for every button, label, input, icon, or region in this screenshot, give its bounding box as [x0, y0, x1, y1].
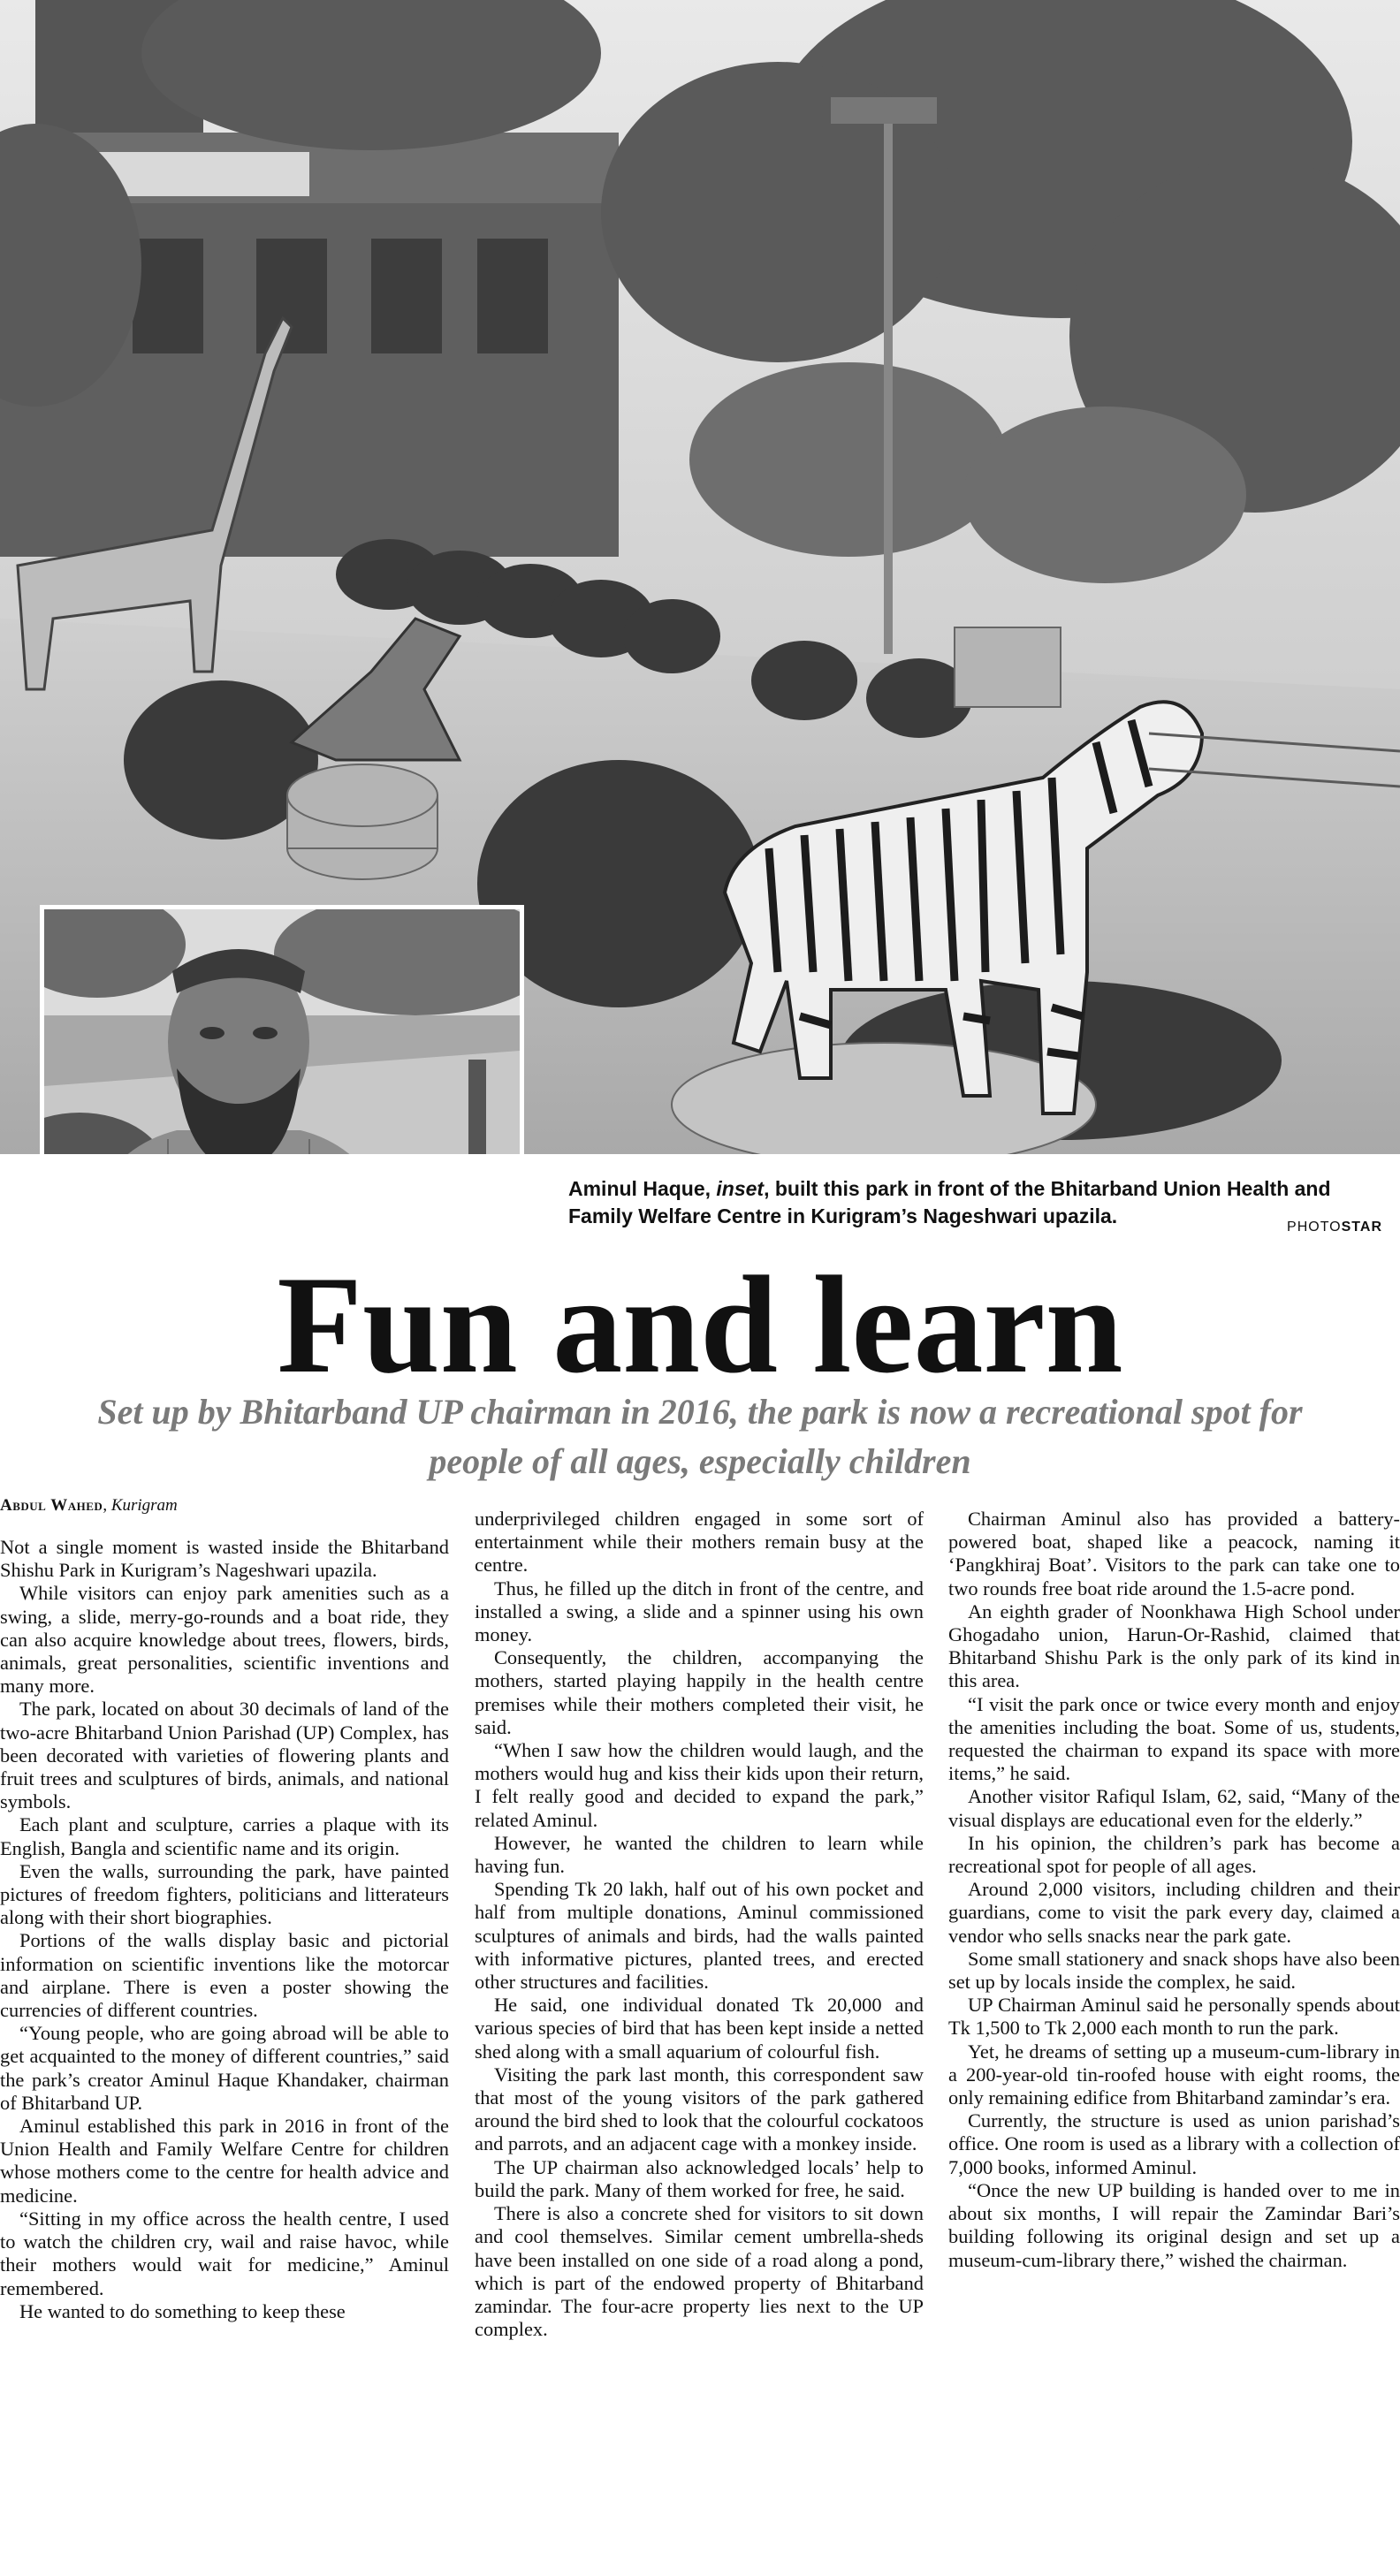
main-photo: [0, 0, 1400, 1154]
paragraph: There is also a concrete shed for visitors to sit down and cool themselves. Similar cement umbrella-sheds have been installed on one side of a road along a pond, which is part of the endowed property of Bhitarband zamindar. The four-acre property lies next to the UP complex.: [475, 2202, 924, 2341]
paragraph: UP Chairman Aminul said he personally spends about Tk 1,500 to Tk 2,000 each month to run the park.: [948, 1994, 1400, 2040]
headline: Fun and learn: [277, 1248, 1123, 1402]
byline-location: Kurigram: [110, 1496, 178, 1515]
article-column-2: [475, 1508, 924, 2341]
caption-name: Aminul Haque,: [568, 1177, 711, 1200]
paragraph: Visiting the park last month, this correspondent saw that most of the young visitors of the park gathered around the bird shed to look that the colourful cockatoos and parrots, and an adjacent cage with a monkey inside.: [475, 2063, 924, 2155]
caption-inset-word: inset: [716, 1177, 765, 1200]
paragraph: He said, one individual donated Tk 20,000 and various species of bird that has been kept inside a netted shed along with a small aquarium of colourful fish.: [475, 1994, 924, 2063]
paragraph: “Young people, who are going abroad will be able to get acquainted to the money of different countries,” said the park’s creator Aminul Haque Khandaker, chairman of Bhitarband UP.: [0, 2022, 449, 2114]
paragraph: While visitors can enjoy park amenities such as a swing, a slide, merry-go-rounds and a boat ride, they can also acquire knowledge about trees, flowers, birds, animals, great personalities, scientific inventions and many more.: [0, 1582, 449, 1698]
paragraph: Not a single moment is wasted inside the Bhitarband Shishu Park in Kurigram’s Nageshwari upazila.: [0, 1536, 449, 1582]
paragraph: The park, located on about 30 decimals of land of the two-acre Bhitarband Union Parishad (UP) Complex, has been decorated with varieties of flowering plants and fruit trees and sculptures of birds, animals, and national symbols.: [0, 1698, 449, 1813]
paragraph: Yet, he dreams of setting up a museum-cum-library in a 200-year-old tin-roofed house with eight rooms, the only remaining edifice from Bhitarband zamindar’s era.: [948, 2040, 1400, 2109]
paragraph: He wanted to do something to keep these: [19, 2299, 346, 2322]
byline: Abdul Wahed, Kurigram: [0, 1496, 178, 1515]
subheadline: Set up by Bhitarband UP chairman in 2016, the park is now a recreational spot for people of all ages, especially children: [97, 1392, 1303, 1481]
paragraph: Spending Tk 20 lakh, half out of his own pocket and half from multiple donations, Aminul commissioned sculptures of animals and birds, had the walls painted with informative pictures, planted trees, and erected other structures and facilities.: [475, 1878, 924, 1994]
paragraph: “Sitting in my office across the health centre, I used to watch the children cry, wail and raise havoc, while their mothers would wait for medicine,” Aminul remembered.: [0, 2207, 449, 2299]
paragraph: Some small stationery and snack shops have also been set up by locals inside the complex, he said.: [948, 1947, 1400, 1994]
paragraph: An eighth grader of Noonkhawa High School under Ghogadaho union, Harun-Or-Rashid, claimed that Bhitarband Shishu Park is the only park of its kind in this area.: [948, 1600, 1400, 1692]
paragraph: In his opinion, the children’s park has become a recreational spot for people of all ages.: [948, 1831, 1400, 1878]
paragraph: Even the walls, surrounding the park, have painted pictures of freedom fighters, politicians and litterateurs along with their short biographies.: [0, 1859, 449, 1929]
paragraph: Each plant and sculpture, carries a plaque with its English, Bangla and scientific name and its origin.: [0, 1813, 449, 1859]
paragraph: Portions of the walls display basic and pictorial information on scientific inventions like the motorcar and airplane. There is even a poster showing the currencies of different countries.: [0, 1929, 449, 2022]
paragraph: Currently, the structure is used as union parishad’s office. One room is used as a library with a collection of 7,000 books, informed Aminul.: [948, 2109, 1400, 2178]
credit-prefix: PHOTO: [1287, 1220, 1342, 1235]
paragraph: The UP chairman also acknowledged locals’ help to build the park. Many of them worked for free, he said.: [475, 2155, 924, 2201]
inset-portrait-photo: [40, 905, 524, 1154]
paragraph: Around 2,000 visitors, including children and their guardians, come to visit the park every day, claimed a vendor who sells snacks near the park gate.: [948, 1878, 1400, 1947]
paragraph: Consequently, the children, accompanying the mothers, started playing happily in the health centre premises while their mothers completed their visit, he said.: [475, 1646, 924, 1738]
paragraph: Another visitor Rafiqul Islam, 62, said, “Many of the visual displays are educational even for the elderly.”: [948, 1785, 1400, 1831]
paragraph: Aminul established this park in 2016 in front of the Union Health and Family Welfare Centre for children whose mothers come to the centre for health advice and medicine.: [0, 2115, 449, 2207]
paragraph: However, he wanted the children to learn while having fun.: [475, 1831, 924, 1878]
paragraph: underprivileged children engaged in some sort of entertainment while their mothers remain busy at the centre.: [475, 1508, 924, 1577]
credit-brand: STAR: [1341, 1220, 1382, 1235]
photo-caption: [568, 1175, 1346, 1230]
paragraph: Thus, he filled up the ditch in front of the centre, and installed a swing, a slide and a spinner using his own money.: [475, 1577, 924, 1646]
article-column-1: [0, 1536, 449, 2323]
byline-author: Abdul Wahed: [0, 1496, 103, 1515]
caption-rest: , built this park in front of the Bhitarband Union Health and Family Welfare Centre in Kurigram’s Nageshwari upazila.: [568, 1177, 1331, 1227]
article-column-3: [948, 1508, 1400, 2272]
paragraph: “I visit the park once or twice every month and enjoy the amenities including the boat. Some of us, students, requested the chairman to expand its space with more items,” he said.: [948, 1692, 1400, 1785]
paragraph: Chairman Aminul also has provided a battery-powered boat, shaped like a peacock, naming it ‘Pangkhiraj Boat’. Visitors to the park can take one to two rounds free boat ride around the 1.5-acre pond.: [948, 1508, 1400, 1600]
photo-credit: [1287, 1220, 1382, 1235]
paragraph: “Once the new UP building is handed over to me in about six months, I will repair the Zamindar Bari’s building following its original design and set up a museum-cum-library there,” wished the chairman.: [948, 2178, 1400, 2271]
paragraph: “When I saw how the children would laugh, and the mothers would hug and kiss their kids upon their return, I felt really good and decided to expand the park,” related Aminul.: [475, 1739, 924, 1831]
